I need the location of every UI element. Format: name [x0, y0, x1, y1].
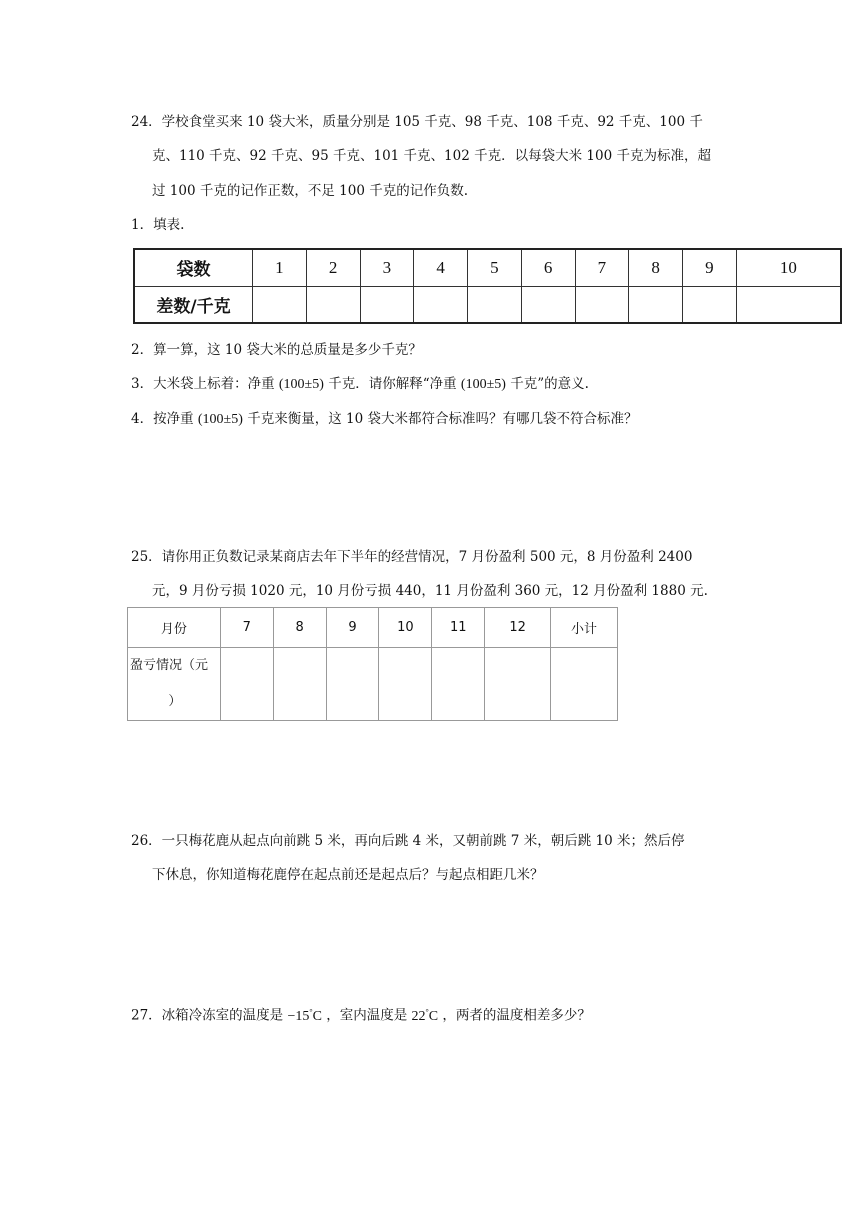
q24-table-blank-cell[interactable] [521, 286, 575, 323]
q27-room-temp-value: 22 [411, 1008, 426, 1024]
q24-table-col: 4 [414, 249, 468, 286]
q24-table-blank-cell[interactable] [306, 286, 360, 323]
q27-degree-sign: ° [309, 1007, 313, 1016]
q24-table-col: 2 [306, 249, 360, 286]
q25-table-blank-cell[interactable] [432, 648, 485, 721]
q24-sub4 [131, 410, 637, 429]
q24-table-col: 8 [629, 249, 683, 286]
q25-table-profit-row [128, 648, 618, 721]
q24-sub3-net-weight-quoted: (100±5) [460, 377, 506, 392]
q25-table-row-label-line2: ） [168, 694, 182, 709]
q25-text-line1: 25．请你用正负数记录某商店去年下半年的经营情况，7 月份盈利 500 元，8 月份盈利 2400 [131, 549, 693, 565]
q24-table-blank-cell[interactable] [575, 286, 629, 323]
q25-table-header-cell: 8 [273, 608, 326, 648]
q24-table [133, 248, 842, 324]
q24-sub3-part-c: 千克．请你解释“净重 [328, 376, 457, 392]
q27-degree-sign: ° [425, 1007, 429, 1016]
q24-table-blank-cell[interactable] [360, 286, 414, 323]
q25-table-header-cell: 10 [379, 608, 432, 648]
q25-table-row-label [128, 648, 221, 721]
q24-table-col: 3 [360, 249, 414, 286]
q27-celsius-unit: C [428, 1008, 439, 1024]
q25-table-blank-cell[interactable] [326, 648, 379, 721]
q24-sub1: 1．填表. [131, 217, 185, 233]
q27-part-d: ，室内温度是 [326, 1007, 408, 1024]
q24-table-blank-cell[interactable] [468, 286, 522, 323]
q25-table-header-cell: 7 [220, 608, 273, 648]
q25-table-blank-cell[interactable] [220, 648, 273, 721]
q27-part-a: 27．冰箱冷冻室的温度是 [131, 1007, 284, 1024]
q27-text [131, 1003, 591, 1026]
q25-table-blank-cell[interactable] [273, 648, 326, 721]
q24-text-line3: 过 100 千克的记作正数，不足 100 千克的记作负数. [152, 183, 468, 199]
q24-table-blank-cell[interactable] [736, 286, 841, 323]
q24-table-col: 6 [521, 249, 575, 286]
q24-sub3-part-a: 3．大米袋上标着：净重 [131, 376, 275, 392]
q24-sub3 [131, 375, 589, 394]
q24-table-row-bags [134, 249, 841, 286]
q24-table-row-diff [134, 286, 841, 323]
q24-table-col: 10 [736, 249, 841, 286]
q25-table-header-row [128, 608, 618, 648]
q27-room-temp [412, 1009, 439, 1024]
q24-table-blank-cell[interactable] [253, 286, 307, 323]
q25-table [127, 607, 618, 721]
q25-table-row-label-line1: 盈亏情况（元 [130, 658, 209, 673]
q24-table-col: 7 [575, 249, 629, 286]
q24-sub4-net-weight: (100±5) [197, 412, 243, 427]
q24-sub3-part-e: 千克”的意义. [510, 376, 589, 392]
q25-table-header-month: 月份 [128, 608, 221, 648]
q25-table-blank-cell[interactable] [551, 648, 618, 721]
q24-table-blank-cell[interactable] [629, 286, 683, 323]
q24-table-col: 9 [683, 249, 737, 286]
q26-text-line2: 下休息，你知道梅花鹿停在起点前还是起点后？与起点相距几米？ [152, 867, 544, 883]
q27-celsius-unit: C [312, 1008, 322, 1024]
q24-sub4-part-a: 4．按净重 [131, 411, 194, 427]
q25-table-blank-cell[interactable] [485, 648, 551, 721]
q24-table-col: 1 [253, 249, 307, 286]
q24-table-col: 5 [468, 249, 522, 286]
q24-table-header-bags: 袋数 [134, 249, 253, 286]
q27-freezer-temp-value: −15 [287, 1008, 310, 1024]
q26-text-line1: 26．一只梅花鹿从起点向前跳 5 米，再向后跳 4 米，又朝前跳 7 米，朝后跳 10 米；然后停 [131, 833, 685, 849]
q25-text-line2: 元，9 月份亏损 1020 元，10 月份亏损 440，11 月份盈利 360 元，12 月份盈利 1880 元. [152, 583, 708, 599]
q24-sub4-part-c: 千克来衡量，这 10 袋大米都符合标准吗？有哪几袋不符合标准？ [247, 411, 638, 427]
q25-table-header-cell: 11 [432, 608, 485, 648]
q24-table-blank-cell[interactable] [683, 286, 737, 323]
q25-table-header-cell: 9 [326, 608, 379, 648]
q25-table-blank-cell[interactable] [379, 648, 432, 721]
q24-text-line2: 克、110 千克、92 千克、95 千克、101 千克、102 千克．以每袋大米 100 千克为标准，超 [152, 148, 711, 164]
q24-sub3-net-weight: (100±5) [278, 377, 324, 392]
q24-table-blank-cell[interactable] [414, 286, 468, 323]
q24-table-header-diff: 差数/千克 [134, 286, 253, 323]
q24-text-line1: 24．学校食堂买来 10 袋大米，质量分别是 105 千克、98 千克、108 千克、92 千克、100 千 [131, 114, 703, 130]
q27-part-g: ，两者的温度相差多少？ [442, 1007, 591, 1024]
q27-freezer-temp [287, 1009, 321, 1024]
q24-sub2: 2．算一算，这 10 袋大米的总质量是多少千克？ [131, 342, 422, 358]
q25-table-header-cell: 12 [485, 608, 551, 648]
q25-table-header-subtotal: 小计 [551, 608, 618, 648]
